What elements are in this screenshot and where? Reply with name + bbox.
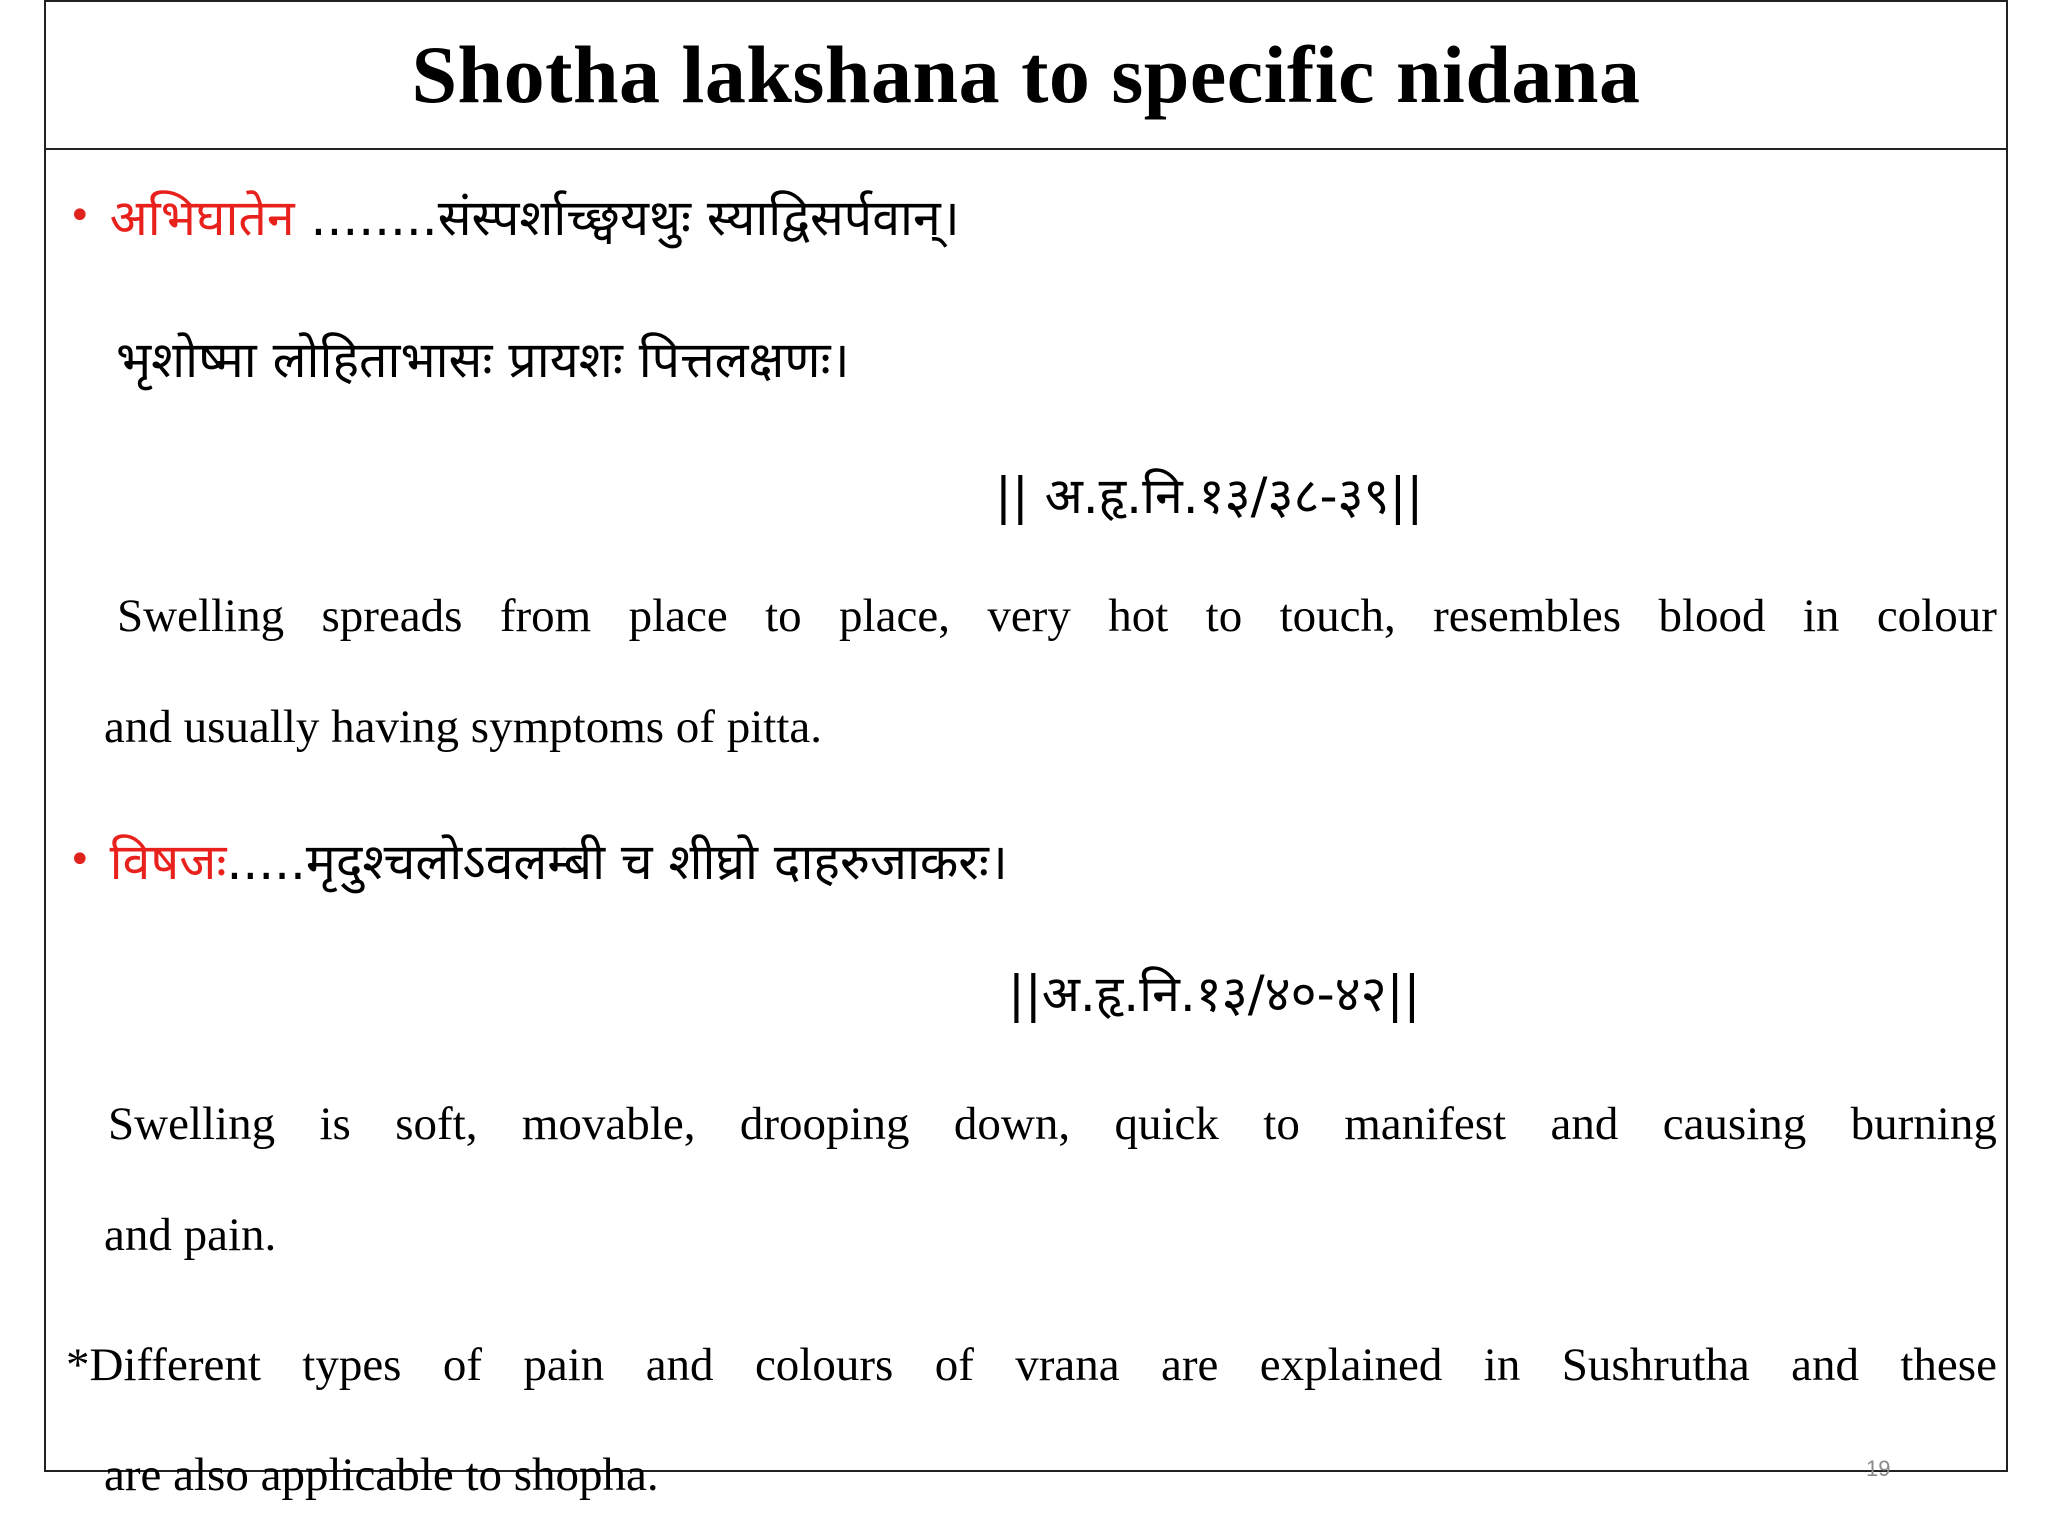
word: movable, — [521, 1098, 696, 1150]
bullet-icon: • — [68, 837, 92, 883]
word: blood — [1658, 590, 1766, 642]
word: resembles — [1433, 590, 1622, 642]
section1-verse-line2: भृशोष्मा लोहिताभासः प्रायशः पित्तलक्षणः। — [116, 331, 850, 389]
word: place, — [839, 590, 950, 642]
word: down, — [953, 1098, 1071, 1150]
page-number: 19 — [1866, 1456, 1891, 1481]
word: and — [1791, 1339, 1859, 1391]
word: colours — [754, 1339, 894, 1391]
section1-term: अभिघातेन — [109, 189, 295, 247]
word: soft, — [395, 1098, 478, 1150]
word: to — [765, 590, 802, 642]
word: Swelling — [117, 590, 285, 642]
bullet-icon: • — [68, 193, 92, 239]
word: quick — [1114, 1098, 1219, 1150]
word: very — [987, 590, 1071, 642]
word: to — [1205, 590, 1243, 642]
word: to — [1263, 1098, 1300, 1150]
section1-translation-line1 — [117, 589, 1997, 643]
word: colour — [1876, 590, 1997, 642]
word: hot — [1108, 590, 1169, 642]
word: of — [442, 1339, 483, 1391]
word: vrana — [1015, 1339, 1120, 1391]
word: explained — [1259, 1339, 1443, 1391]
word: in — [1483, 1339, 1521, 1391]
word: manifest — [1344, 1098, 1507, 1150]
word: and — [1550, 1098, 1619, 1150]
word: types — [302, 1339, 402, 1391]
note-line2: are also applicable to shopha. — [104, 1449, 659, 1501]
word: causing — [1662, 1098, 1807, 1150]
word: these — [1900, 1339, 1997, 1391]
section1-translation-line2: and usually having symptoms of pitta. — [104, 701, 822, 753]
word: in — [1802, 590, 1840, 642]
word: spreads — [321, 590, 463, 642]
title-bar — [46, 2, 2006, 150]
word: burning — [1850, 1098, 1997, 1150]
section2-translation-line1 — [108, 1097, 1997, 1151]
word: Sushrutha — [1561, 1339, 1750, 1391]
section2-translation-line2: and pain. — [104, 1209, 277, 1261]
section2-reference: ||अ.हृ.नि.१३/४०-४२|| — [1008, 965, 1421, 1023]
word: of — [934, 1339, 974, 1391]
section2-verse-line1 — [68, 826, 1008, 894]
page-title: Shotha lakshana to specific nidana — [411, 29, 1641, 120]
word: is — [319, 1098, 351, 1150]
word: are — [1160, 1339, 1219, 1391]
section1-verse-text1: ........संस्पर्शाच्छ्वयथुः स्याद्विसर्पवान्। — [294, 189, 960, 247]
word: from — [499, 590, 592, 642]
word: drooping — [739, 1098, 910, 1150]
word: *Different — [66, 1339, 261, 1391]
section2-term: विषजः — [109, 833, 227, 891]
word: Swelling — [108, 1098, 276, 1150]
section2-verse-text1: .....मृदुश्चलोऽवलम्बी च शीघ्रो दाहरुजाकरः। — [226, 833, 1008, 891]
word: and — [645, 1339, 714, 1391]
word: place — [628, 590, 728, 642]
word: touch, — [1279, 590, 1396, 642]
section1-verse-line1 — [68, 182, 960, 250]
word: pain — [523, 1339, 605, 1391]
section1-reference: || अ.हृ.नि.१३/३८-३९|| — [995, 467, 1424, 525]
note-line1 — [66, 1338, 1997, 1392]
